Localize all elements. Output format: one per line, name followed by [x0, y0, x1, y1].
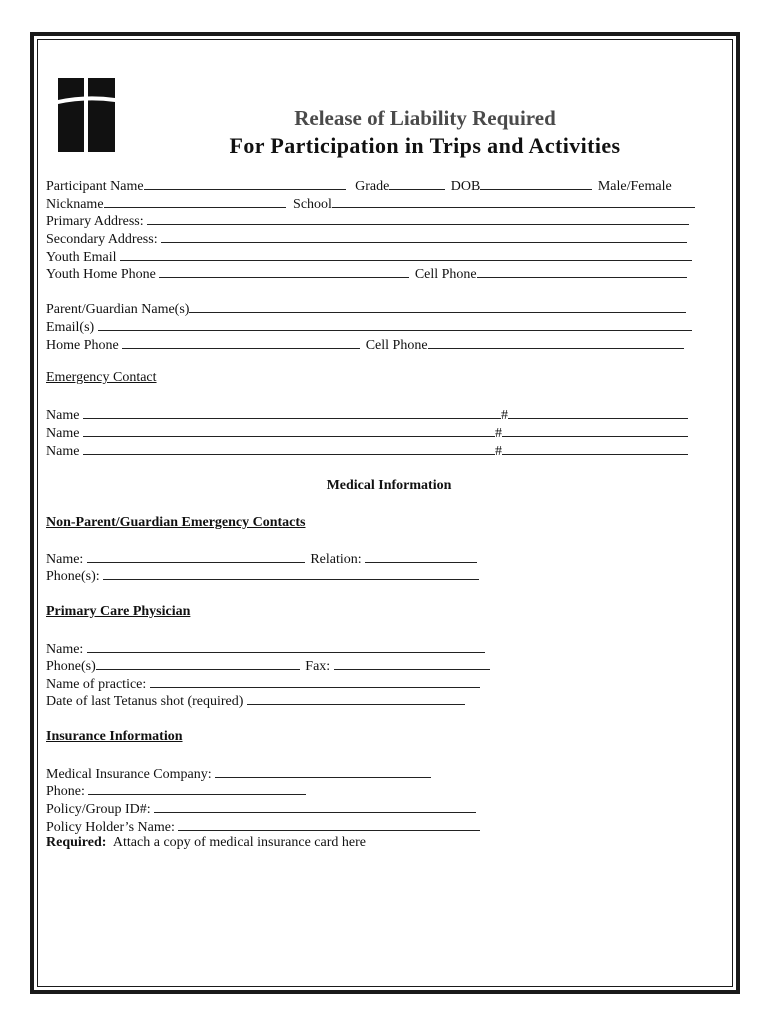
school-label: School	[293, 197, 332, 212]
participant-name-row	[46, 177, 672, 195]
policy-id-row	[46, 800, 476, 818]
relation-label: Relation:	[310, 552, 362, 567]
primary-address-field[interactable]	[147, 212, 689, 225]
physician-heading: Primary Care Physician	[46, 604, 191, 619]
insurance-phone-row	[46, 782, 306, 800]
tetanus-label: Date of last Tetanus shot (required)	[46, 694, 244, 709]
practice-label: Name of practice:	[46, 677, 147, 692]
fax-label: Fax:	[305, 659, 331, 674]
nickname-label: Nickname	[46, 197, 104, 212]
youth-home-phone-label: Youth Home Phone	[46, 267, 156, 282]
emergency-name-field[interactable]	[83, 406, 501, 419]
guardian-email-row	[46, 318, 692, 336]
emergency-name-field[interactable]	[83, 424, 495, 437]
emergency-row-2	[46, 424, 688, 442]
policy-id-label: Policy/Group ID#:	[46, 802, 151, 817]
emergency-number-label: #	[494, 444, 502, 459]
guardian-names-row	[46, 300, 686, 318]
non-parent-name-label: Name:	[46, 552, 84, 567]
guardian-cell-phone-label: Cell Phone	[365, 338, 428, 353]
grade-field[interactable]	[389, 177, 445, 190]
form-title: Release of Liability Required	[294, 106, 556, 130]
nickname-row	[46, 195, 695, 213]
non-parent-name-row	[46, 550, 477, 568]
primary-address-row	[46, 212, 689, 230]
emergency-number-label: #	[494, 426, 502, 441]
physician-phones-field[interactable]	[96, 657, 300, 670]
youth-phone-row	[46, 265, 687, 283]
secondary-address-field[interactable]	[161, 230, 687, 243]
required-text: Attach a copy of medical insurance card here	[112, 835, 366, 850]
medical-information-heading: Medical Information	[326, 478, 452, 493]
guardian-phone-row	[46, 336, 684, 354]
emergency-number-label: #	[500, 408, 508, 423]
physician-name-field[interactable]	[87, 640, 485, 653]
guardian-email-label: Email(s)	[46, 320, 95, 335]
non-parent-phones-field[interactable]	[103, 567, 479, 580]
youth-cell-phone-field[interactable]	[477, 265, 687, 278]
sex-label[interactable]: Male/Female	[597, 179, 672, 194]
guardian-email-field[interactable]	[98, 318, 692, 331]
non-parent-contacts-heading: Non-Parent/Guardian Emergency Contacts	[46, 515, 306, 530]
guardian-names-field[interactable]	[189, 300, 686, 313]
policy-holder-field[interactable]	[178, 818, 480, 831]
physician-name-row	[46, 640, 485, 658]
secondary-address-row	[46, 230, 687, 248]
tetanus-row	[46, 692, 465, 710]
emergency-name-label: Name	[46, 426, 80, 441]
non-parent-phone-row	[46, 567, 479, 585]
participant-name-label: Participant Name	[46, 179, 144, 194]
policy-holder-row	[46, 818, 480, 836]
tetanus-field[interactable]	[247, 692, 465, 705]
school-field[interactable]	[332, 195, 695, 208]
guardian-home-phone-label: Home Phone	[46, 338, 119, 353]
insurance-phone-field[interactable]	[88, 782, 306, 795]
insurance-card-note	[46, 835, 366, 851]
physician-phone-row	[46, 657, 490, 675]
fax-field[interactable]	[334, 657, 490, 670]
emergency-number-field[interactable]	[508, 406, 688, 419]
primary-address-label: Primary Address:	[46, 214, 144, 229]
emergency-name-field[interactable]	[83, 442, 495, 455]
emergency-name-label: Name	[46, 444, 80, 459]
youth-home-phone-field[interactable]	[159, 265, 409, 278]
practice-row	[46, 675, 480, 693]
physician-name-label: Name:	[46, 642, 84, 657]
policy-id-field[interactable]	[154, 800, 476, 813]
emergency-number-field[interactable]	[502, 424, 688, 437]
youth-email-row	[46, 248, 692, 266]
physician-phones-label: Phone(s)	[46, 659, 96, 674]
practice-field[interactable]	[150, 675, 480, 688]
relation-field[interactable]	[365, 550, 477, 563]
grade-label: Grade	[355, 179, 390, 194]
participant-name-field[interactable]	[144, 177, 346, 190]
insurance-heading: Insurance Information	[46, 729, 183, 744]
dob-field[interactable]	[480, 177, 592, 190]
guardian-cell-phone-field[interactable]	[428, 336, 684, 349]
secondary-address-label: Secondary Address:	[46, 232, 158, 247]
nickname-field[interactable]	[104, 195, 286, 208]
emergency-number-field[interactable]	[502, 442, 688, 455]
non-parent-name-field[interactable]	[87, 550, 305, 563]
emergency-row-1	[46, 406, 688, 424]
emergency-contact-heading: Emergency Contact	[46, 370, 157, 385]
insurance-company-row	[46, 765, 431, 783]
guardian-names-label: Parent/Guardian Name(s)	[46, 302, 190, 317]
form-subtitle: For Participation in Trips and Activities	[229, 133, 621, 158]
insurance-company-field[interactable]	[215, 765, 431, 778]
youth-email-label: Youth Email	[46, 250, 117, 265]
insurance-phone-label: Phone:	[46, 784, 85, 799]
emergency-row-3	[46, 442, 688, 460]
emergency-name-label: Name	[46, 408, 80, 423]
dob-label: DOB	[450, 179, 481, 194]
required-label: Required:	[46, 835, 107, 850]
youth-cell-phone-label: Cell Phone	[414, 267, 477, 282]
non-parent-phones-label: Phone(s):	[46, 569, 100, 584]
policy-holder-label: Policy Holder’s Name:	[46, 820, 175, 835]
guardian-home-phone-field[interactable]	[122, 336, 360, 349]
insurance-company-label: Medical Insurance Company:	[46, 767, 212, 782]
youth-email-field[interactable]	[120, 248, 692, 261]
